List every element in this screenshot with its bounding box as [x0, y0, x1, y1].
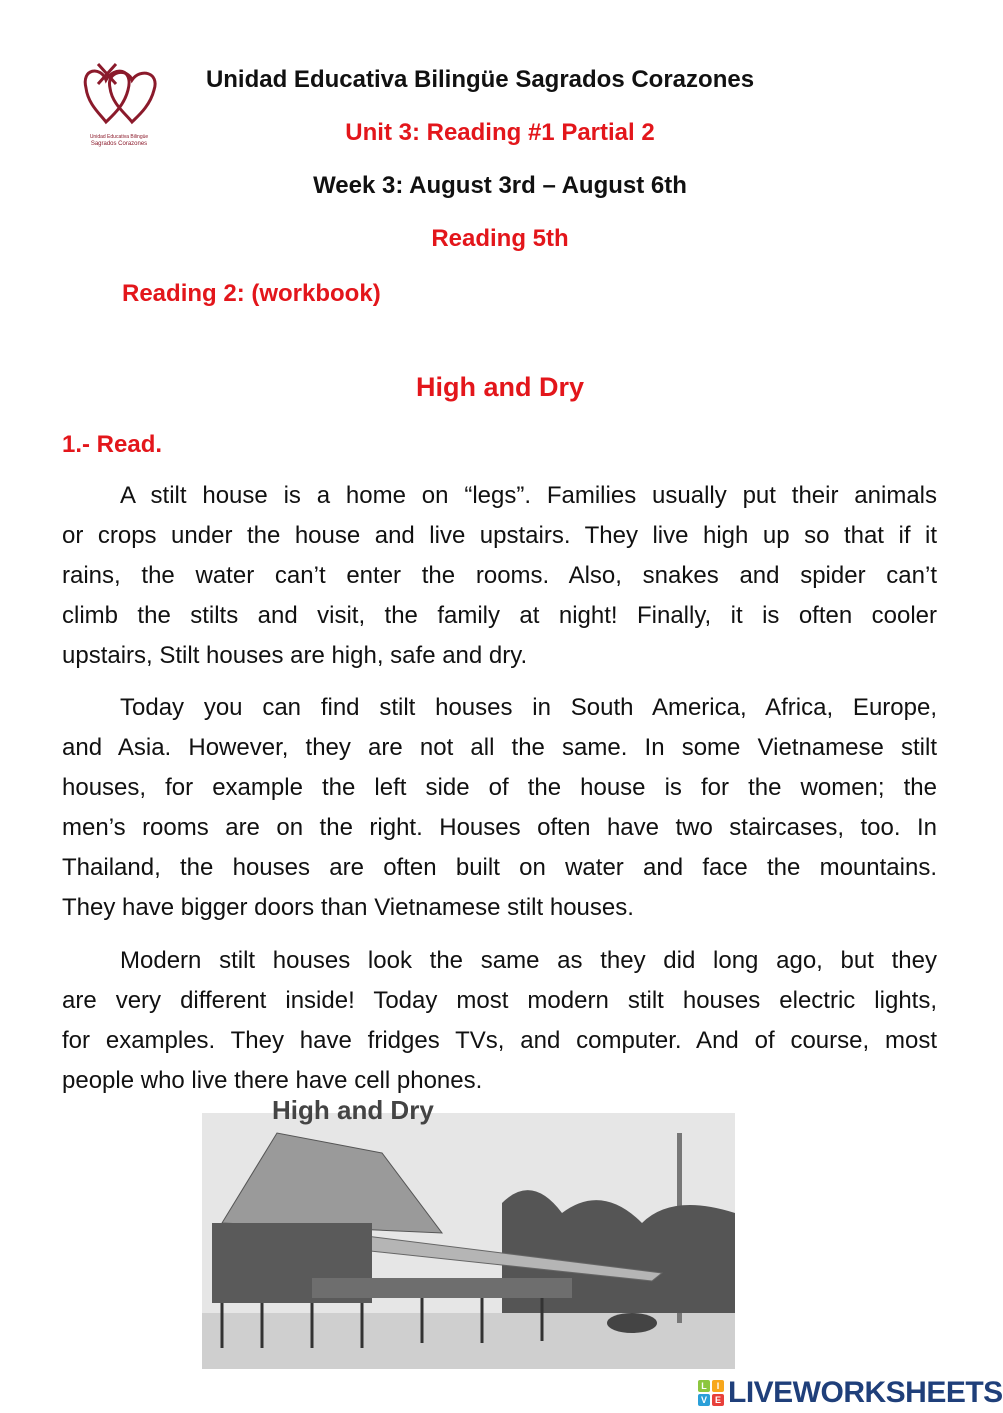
stilt-house-photo	[202, 1095, 735, 1369]
text-line: houses, for example the left side of the house is for the women; the	[62, 774, 937, 801]
svg-text:Unidad Educativa Bilingüe: Unidad Educativa Bilingüe	[89, 134, 149, 140]
paragraph-3	[62, 941, 937, 1101]
watermark-text: LIVEWORKSHEETS	[728, 1376, 1003, 1409]
text-line: for examples. They have fridges TVs, and computer. And of course, most	[62, 1027, 937, 1054]
text-line: are very different inside! Today most modern stilt houses electric lights,	[62, 987, 937, 1014]
instruction: 1.- Read.	[62, 431, 163, 458]
reading-level: Reading 5th	[431, 225, 569, 252]
svg-text:High and Dry: High and Dry	[272, 1095, 434, 1125]
text-line: men’s rooms are on the right. Houses often have two staircases, too. In	[62, 814, 937, 841]
text-line: rains, the water can’t enter the rooms. Also, snakes and spider can’t	[62, 562, 937, 589]
text-line: upstairs, Stilt houses are high, safe and dry.	[62, 642, 528, 669]
liveworksheets-logo-icon: L I V E	[698, 1380, 724, 1406]
school-name: Unidad Educativa Bilingüe Sagrados Corazones	[205, 66, 755, 93]
text-line: or crops under the house and live upstairs. They live high up so that if it	[62, 522, 937, 549]
page-title: High and Dry	[415, 372, 584, 402]
week-heading: Week 3: August 3rd – August 6th	[313, 172, 687, 199]
text-line: and Asia. However, they are not all the same. In some Vietnamese stilt	[62, 734, 937, 761]
text-line: A stilt house is a home on “legs”. Families usually put their animals	[120, 482, 937, 509]
text-line: Modern stilt houses look the same as they did long ago, but they	[120, 947, 937, 974]
text-line: Thailand, the houses are often built on water and face the mountains.	[62, 854, 937, 881]
liveworksheets-watermark	[698, 1378, 1003, 1408]
svg-text:Sagrados Corazones: Sagrados Corazones	[90, 141, 148, 147]
text-line: climb the stilts and visit, the family at night! Finally, it is often cooler	[62, 602, 937, 629]
reading-source: Reading 2: (workbook)	[122, 280, 381, 307]
text-line: Today you can find stilt houses in South America, Africa, Europe,	[120, 694, 937, 721]
paragraph-2	[62, 688, 937, 928]
text-line: They have bigger doors than Vietnamese stilt houses.	[62, 894, 634, 921]
unit-heading: Unit 3: Reading #1 Partial 2	[345, 119, 655, 146]
paragraph-1	[62, 476, 937, 676]
text-line: people who live there have cell phones.	[62, 1067, 483, 1094]
